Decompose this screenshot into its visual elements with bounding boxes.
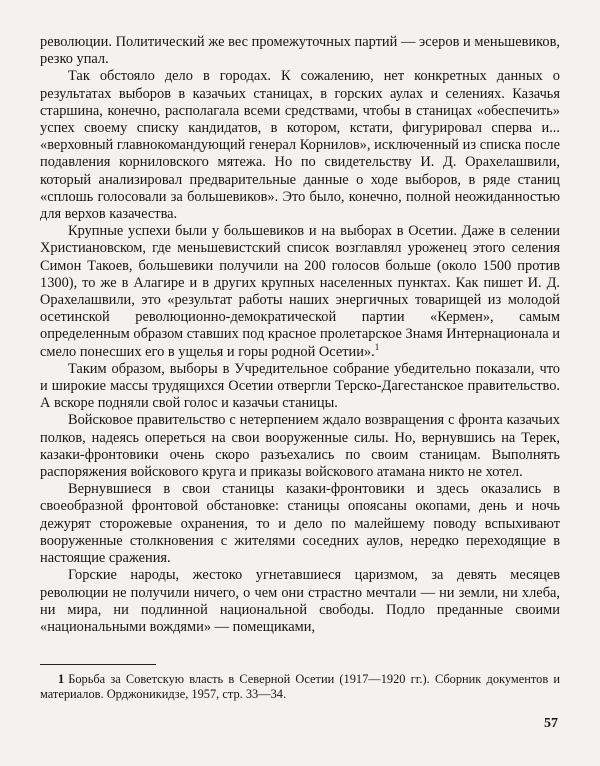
footnote-divider — [40, 664, 156, 665]
paragraph-7: Горские народы, жестоко угнетавшиеся царизмом, за девять месяцев революции не получили ничего, о чем они страстно мечтали — ни земли, ни хлеба, ни мира, ни подлинной национальной свободы. Подло преданные своими «национальными вождями» — помещиками, — [40, 567, 560, 635]
footnote — [40, 672, 560, 702]
paragraph-6: Вернувшиеся в свои станицы казаки-фронтовики и здесь оказались в своеобразной фронтовой обстановке: станицы опоясаны окопами, день и ночь дежурят сторожевые охранения, то и дело по малейшему поводу вспыхивают вооруженные столкновения с жителями соседних аулов, нередко переходящие в настоящие сражения. — [40, 481, 560, 567]
paragraph-2: Так обстояло дело в городах. К сожалению, нет конкретных данных о результатах выборов в казачьих станицах, в горских аулах и селениях. Казачья старшина, конечно, располагала всеми средствами, чтобы в станицах «обеспечить» успех своему списку кандидатов, в котором, кстати, фигурировал сперва и... «верховный главнокомандующий генерал Корнилов», исключенный из списка после подавления корниловского мятежа. Но по свидетельству И. Д. Орахелашвили, который анализировал предварительные данные о ходе выборов, в ряде станиц «сплошь голосовали за большевиков». Это было, конечно, полной неожиданностью для верхов казачества. — [40, 68, 560, 223]
footnote-reference: 1 — [374, 341, 380, 352]
body-text — [40, 34, 560, 636]
paragraph-5: Войсковое правительство с нетерпением ждало возвращения с фронта казачьих полков, надеясь опереться на свои вооруженные силы. Но, вернувшись на Терек, казаки-фронтовики очень скоро разъехались по своим станицам. Выполнять распоряжения войскового круга и приказы войскового атамана никто не хотел. — [40, 412, 560, 481]
paragraph-1: революции. Политический же вес промежуточных партий — эсеров и меньшевиков, резко упал. — [40, 34, 560, 68]
paragraph-3 — [40, 223, 560, 361]
paragraph-4: Таким образом, выборы в Учредительное собрание убедительно показали, что и широкие массы трудящихся Осетии отвергли Терско-Дагестанское правительство. А вскоре подняли свой голос и казачьи станицы. — [40, 360, 560, 412]
footnote-number: 1 — [58, 672, 65, 686]
paragraph-3-text: Крупные успехи были у большевиков и на выборах в Осетии. Даже в селении Христиановском, где меньшевистский список возглавлял уроженец этого селения Симон Такоев, большевики получили на 200 голосов больше (около 1500 против 1300), то же в Алагире и в других крупных населенных пунктах. Как пишет И. Д. Орахелашвили, это «результат работы наших энергичных товарищей из молодой осетинской революционно-демократической партии «Кермен», самым определенным образом ставших под красное пролетарское Знамя Интернационала и смело понесших его в ущелья и горы родной Осетии». — [40, 223, 560, 360]
page-number: 57 — [544, 716, 558, 731]
footnote-text: Борьба за Советскую власть в Северной Осетии (1917—1920 гг.). Сборник документов и материалов. Орджоникидзе, 1957, стр. 33—34. — [40, 672, 560, 701]
